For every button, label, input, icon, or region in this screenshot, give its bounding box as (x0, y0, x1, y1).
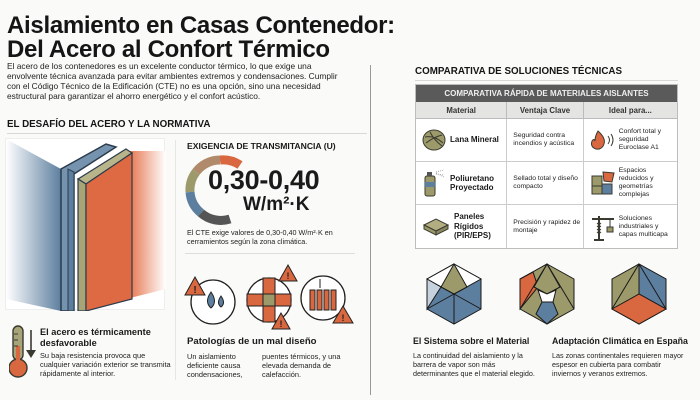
pathologies-title: Patologías de un mal diseño (187, 336, 317, 347)
section-heading-comparison: COMPARATIVA DE SOLUCIONES TÉCNICAS (415, 66, 623, 77)
steel-description: Su baja resistencia provoca que cualquier variación exterior se transmita rápidamente al interior. (40, 351, 171, 378)
column-divider (370, 65, 371, 395)
hexagon-gap-icon (518, 262, 576, 326)
svg-text:!: ! (286, 271, 290, 281)
table-caption: COMPARATIVA RÁPIDA DE MATERIALES AISLANTES (416, 85, 677, 102)
column-header: Material (416, 102, 507, 118)
divider (185, 253, 355, 254)
steel-title: El acero es térmicamente desfavorable (40, 327, 151, 348)
svg-text:!: ! (279, 319, 283, 329)
table-row: Paneles Rígidos (PIR/EPS) Precisión y rapidez de montaje Soluciones industriales y capas multicapa (416, 205, 677, 248)
table-header (416, 102, 677, 119)
section-divider (415, 80, 678, 81)
system-title: El Sistema sobre el Material (413, 336, 530, 346)
puzzle-icon (590, 170, 616, 196)
page-title (7, 14, 395, 62)
panel-stack-icon (422, 217, 450, 237)
hexagon-system-icon (425, 262, 483, 326)
svg-text:!: ! (341, 313, 345, 323)
spray-can-icon (422, 169, 446, 197)
intro-text: El acero de los contenedores es un excelente conductor térmico, lo que exige una envolvente técnica avanzada para evitar ambientes extremos y condensaciones. Cumplir con el Código Técnico de la Edificación (CTE) no es una opción, sino una necesidad estructural para garantizar el ahorro energético y el confort acústico. (7, 61, 338, 101)
svg-text:!: ! (193, 285, 197, 296)
climate-title: Adaptación Climática en España (552, 336, 688, 346)
pathology-icons (183, 262, 358, 337)
transmittance-description: El CTE exige valores de 0,30-0,40 W/m²·K en cerramientos según la zona climática. (187, 228, 333, 246)
column-header: Ideal para... (608, 105, 652, 115)
thermometer-down-icon (9, 324, 37, 385)
title-line-1: Aislamiento en Casas Contenedor: (7, 12, 395, 39)
wall-section-illustration (5, 138, 165, 310)
inner-divider (175, 140, 176, 380)
transmittance-value: 0,30-0,40 (208, 165, 320, 195)
table-row: Poliuretano Proyectado Sellado total y diseño compacto Espacios reducidos y geometrías complejas (416, 162, 677, 205)
fire-sound-icon (590, 129, 616, 151)
pathologies-text-1: Un aislamiento deficiente causa condensaciones, (187, 352, 243, 379)
materials-table (415, 84, 678, 249)
pathologies-text-2: puentes térmicos, y una elevada demanda de calefacción. (262, 352, 341, 379)
column-header: Ventaja Clave (507, 102, 583, 118)
hexagon-climate-icon (610, 262, 668, 326)
title-line-2: Del Acero al Confort Térmico (7, 36, 330, 63)
climate-description: Las zonas continentales requieren mayor espesor en cubierta para combatir inviernos y veranos extremos. (552, 351, 684, 378)
crane-icon (590, 213, 616, 241)
table-row: Lana Mineral Seguridad contra incendios y acústica Confort total y seguridad Euroclase A1 (416, 119, 677, 162)
section-divider (7, 133, 367, 134)
mineral-wool-icon (422, 129, 446, 151)
system-description: La continuidad del aislamiento y la barrera de vapor son más determinantes que el material elegido. (413, 351, 535, 378)
section-heading-challenge: EL DESAFÍO DEL ACERO Y LA NORMATIVA (7, 119, 211, 130)
transmittance-unit: W/m²·K (243, 194, 310, 215)
transmittance-title: EXIGENCIA DE TRANSMITANCIA (U) (187, 141, 336, 151)
